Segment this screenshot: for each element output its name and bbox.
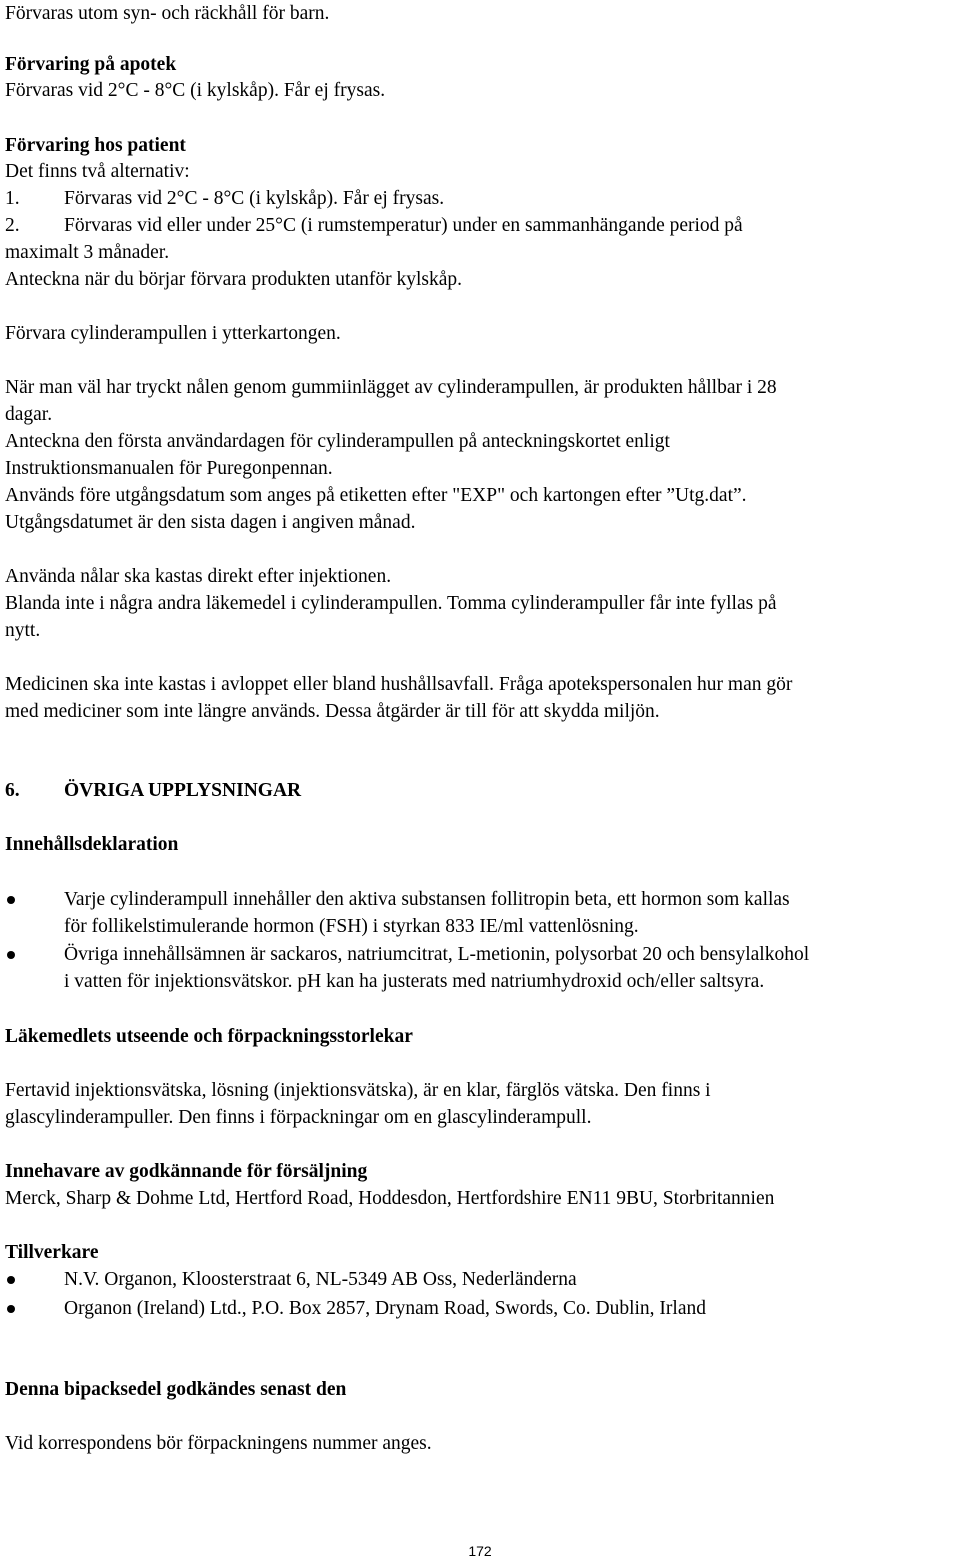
- shelf-life-line-3: Anteckna den första användardagen för cylinderampullen på anteckningskortet enligt: [5, 431, 670, 452]
- manufacturer-2: Organon (Ireland) Ltd., P.O. Box 2857, Drynam Road, Swords, Co. Dublin, Irland: [64, 1298, 706, 1319]
- disposal-line-2: med mediciner som inte längre används. Dessa åtgärder är till för att skydda miljön.: [5, 701, 660, 722]
- section-title: ÖVRIGA UPPLYSNINGAR: [64, 780, 302, 801]
- needles-line-3: nytt.: [5, 620, 41, 641]
- needles-line-1: Använda nålar ska kastas direkt efter injektionen.: [5, 566, 392, 587]
- contents-bullet-2-line-2: i vatten för injektionsvätskor. pH kan ha justerats med natriumhydroxid och/eller saltsyra.: [64, 971, 765, 992]
- contents-bullet-2-line-1: Övriga innehållsämnen är sackaros, natriumcitrat, L-metionin, polysorbat 20 och bensylalkohol: [64, 944, 810, 965]
- manufacturer-heading: Tillverkare: [5, 1242, 99, 1263]
- bullet-icon: [7, 951, 15, 959]
- page-number: 172: [468, 1543, 492, 1559]
- option-1-text: Förvaras vid 2°C - 8°C (i kylskåp). Får ej frysas.: [64, 188, 445, 209]
- appearance-heading: Läkemedlets utseende och förpackningsstorlekar: [5, 1026, 413, 1047]
- appearance-line-1: Fertavid injektionsvätska, lösning (injektionsvätska), är en klar, färglös vätska. Den finns i: [5, 1080, 711, 1101]
- bullet-icon: [7, 896, 15, 904]
- disposal-line-1: Medicinen ska inte kastas i avloppet eller bland hushållsavfall. Fråga apotekspersonalen hur man gör: [5, 674, 793, 695]
- storage-childsafe-text: Förvaras utom syn- och räckhåll för barn.: [5, 3, 330, 24]
- contents-bullet-1-line-2: för follikelstimulerande hormon (FSH) i styrkan 833 IE/ml vattenlösning.: [64, 916, 639, 937]
- carton-storage-text: Förvara cylinderampullen i ytterkartongen.: [5, 323, 341, 344]
- storage-note: Anteckna när du börjar förvara produkten utanför kylskåp.: [5, 269, 463, 290]
- shelf-life-line-4: Instruktionsmanualen för Puregonpennan.: [5, 458, 333, 479]
- option-2-number: 2.: [5, 215, 20, 236]
- contents-bullet-1-line-1: Varje cylinderampull innehåller den aktiva substansen follitropin beta, ett hormon som kallas: [64, 889, 790, 910]
- section-number: 6.: [5, 780, 20, 801]
- approved-heading: Denna bipacksedel godkändes senast den: [5, 1379, 347, 1400]
- appearance-line-2: glascylinderampuller. Den finns i förpackningar om en glascylinderampull.: [5, 1107, 592, 1128]
- pharmacy-storage-text: Förvaras vid 2°C - 8°C (i kylskåp). Får ej frysas.: [5, 80, 386, 101]
- option-2-continuation: maximalt 3 månader.: [5, 242, 170, 263]
- manufacturer-1: N.V. Organon, Kloosterstraat 6, NL-5349 AB Oss, Nederländerna: [64, 1269, 577, 1290]
- option-2-text: Förvaras vid eller under 25°C (i rumstemperatur) under en sammanhängande period på: [64, 215, 743, 236]
- shelf-life-line-2: dagar.: [5, 404, 53, 425]
- bullet-icon: [7, 1276, 15, 1284]
- shelf-life-line-1: När man väl har tryckt nålen genom gummiinlägget av cylinderampullen, är produkten hållbar i 28: [5, 377, 777, 398]
- pharmacy-storage-heading: Förvaring på apotek: [5, 54, 177, 75]
- patient-storage-heading: Förvaring hos patient: [5, 135, 186, 156]
- approved-text: Vid korrespondens bör förpackningens nummer anges.: [5, 1433, 432, 1454]
- holder-text: Merck, Sharp & Dohme Ltd, Hertford Road, Hoddesdon, Hertfordshire EN11 9BU, Storbritannien: [5, 1188, 775, 1209]
- contents-heading: Innehållsdeklaration: [5, 834, 179, 855]
- needles-line-2: Blanda inte i några andra läkemedel i cylinderampullen. Tomma cylinderampuller får inte fyllas på: [5, 593, 777, 614]
- expiry-line-1: Används före utgångsdatum som anges på etiketten efter "EXP" och kartongen efter ”Utg.dat”.: [5, 485, 747, 506]
- holder-heading: Innehavare av godkännande för försäljning: [5, 1161, 368, 1182]
- expiry-line-2: Utgångsdatumet är den sista dagen i angiven månad.: [5, 512, 416, 533]
- patient-storage-intro: Det finns två alternativ:: [5, 161, 190, 182]
- option-1-number: 1.: [5, 188, 20, 209]
- bullet-icon: [7, 1305, 15, 1313]
